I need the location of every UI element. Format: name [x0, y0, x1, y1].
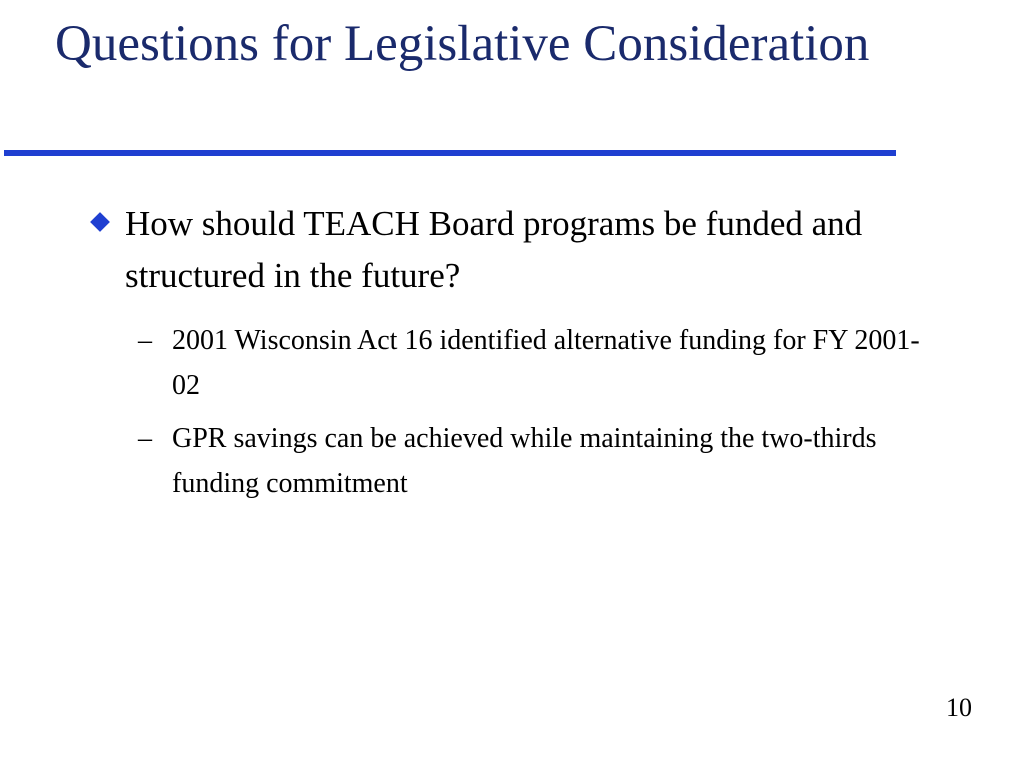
- bullet-text: How should TEACH Board programs be funded and structured in the future?: [125, 204, 863, 295]
- bullet-item: [90, 198, 920, 302]
- dash-marker: –: [138, 325, 152, 356]
- diamond-bullet-icon: [90, 212, 110, 232]
- slide-title: Questions for Legislative Consideration: [55, 16, 870, 72]
- dash-marker: –: [138, 423, 152, 454]
- sub-bullet-item: [138, 416, 938, 506]
- sub-bullet-text: 2001 Wisconsin Act 16 identified alternative funding for FY 2001-02: [172, 325, 920, 401]
- page-number: 10: [946, 693, 972, 722]
- title-underline: [4, 150, 896, 156]
- sub-bullet-text: GPR savings can be achieved while maintaining the two-thirds funding commitment: [172, 423, 877, 499]
- sub-bullet-item: [138, 318, 938, 408]
- sub-bullet-list: [138, 318, 938, 514]
